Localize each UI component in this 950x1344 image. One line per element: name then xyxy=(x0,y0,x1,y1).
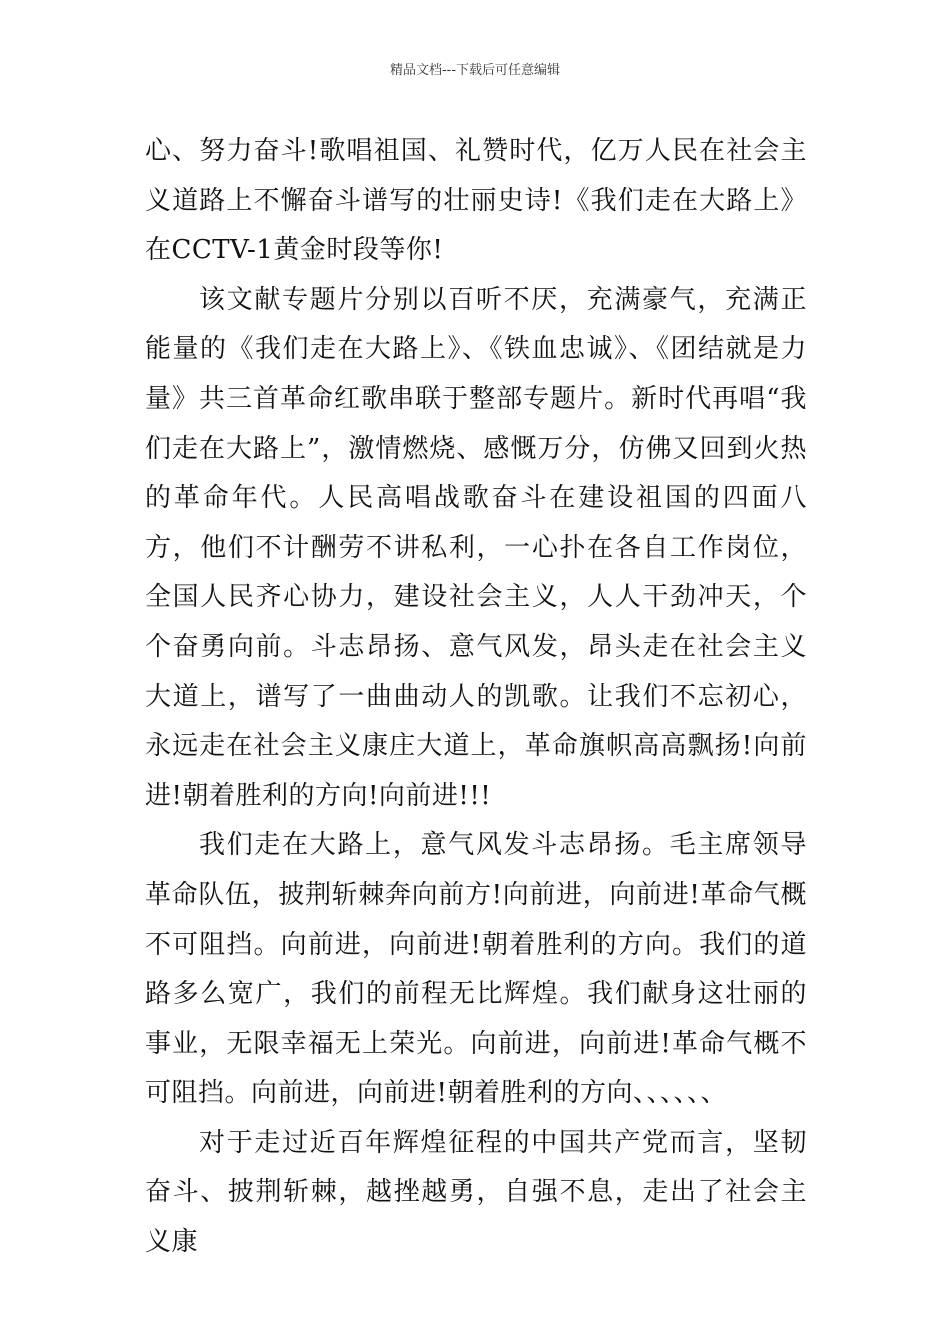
paragraph-2: 该文献专题片分别以百听不厌，充满豪气，充满正能量的《我们走在大路上》、《铁血忠诚》、《团结就是力量》共三首革命红歌串联于整部专题片。新时代再唱“我们走在大路上”，激情燃烧、感慨万分，仿佛又回到火热的革命年代。人民高唱战歌奋斗在建设祖国的四面八方，他们不计酬劳不讲私利，一心扑在各自工作岗位，全国人民齐心协力，建设社会主义，人人干劲冲天，个个奋勇向前。斗志昂扬、意气风发，昂头走在社会主义大道上，谱写了一曲曲动人的凯歌。让我们不忘初心，永远走在社会主义康庄大道上，革命旗帜高高飘扬!向前进!朝着胜利的方向!向前进!!! xyxy=(145,284,807,811)
page-header: 精品文档---下载后可任意编辑 xyxy=(389,63,561,78)
paragraph-1: 心、努力奋斗!歌唱祖国、礼赞时代，亿万人民在社会主义道路上不懈奋斗谱写的壮丽史诗!《我们走在大路上》在CCTV-1黄金时段等你! xyxy=(145,136,807,266)
document-body xyxy=(145,127,807,1268)
paragraph-3: 我们走在大路上，意气风发斗志昂扬。毛主席领导革命队伍，披荆斩棘奔向前方!向前进，向前进!革命气概不可阻挡。向前进，向前进!朝着胜利的方向。我们的道路多么宽广，我们的前程无比辉煌。我们献身这壮丽的事业，无限幸福无上荣光。向前进，向前进!革命气概不可阻挡。向前进，向前进!朝着胜利的方向、、、、、、 xyxy=(145,830,807,1109)
paragraph-4: 对于走过近百年辉煌征程的中国共产党而言，坚韧奋斗、披荆斩棘，越挫越勇，自强不息，走出了社会主义康 xyxy=(145,1127,807,1258)
